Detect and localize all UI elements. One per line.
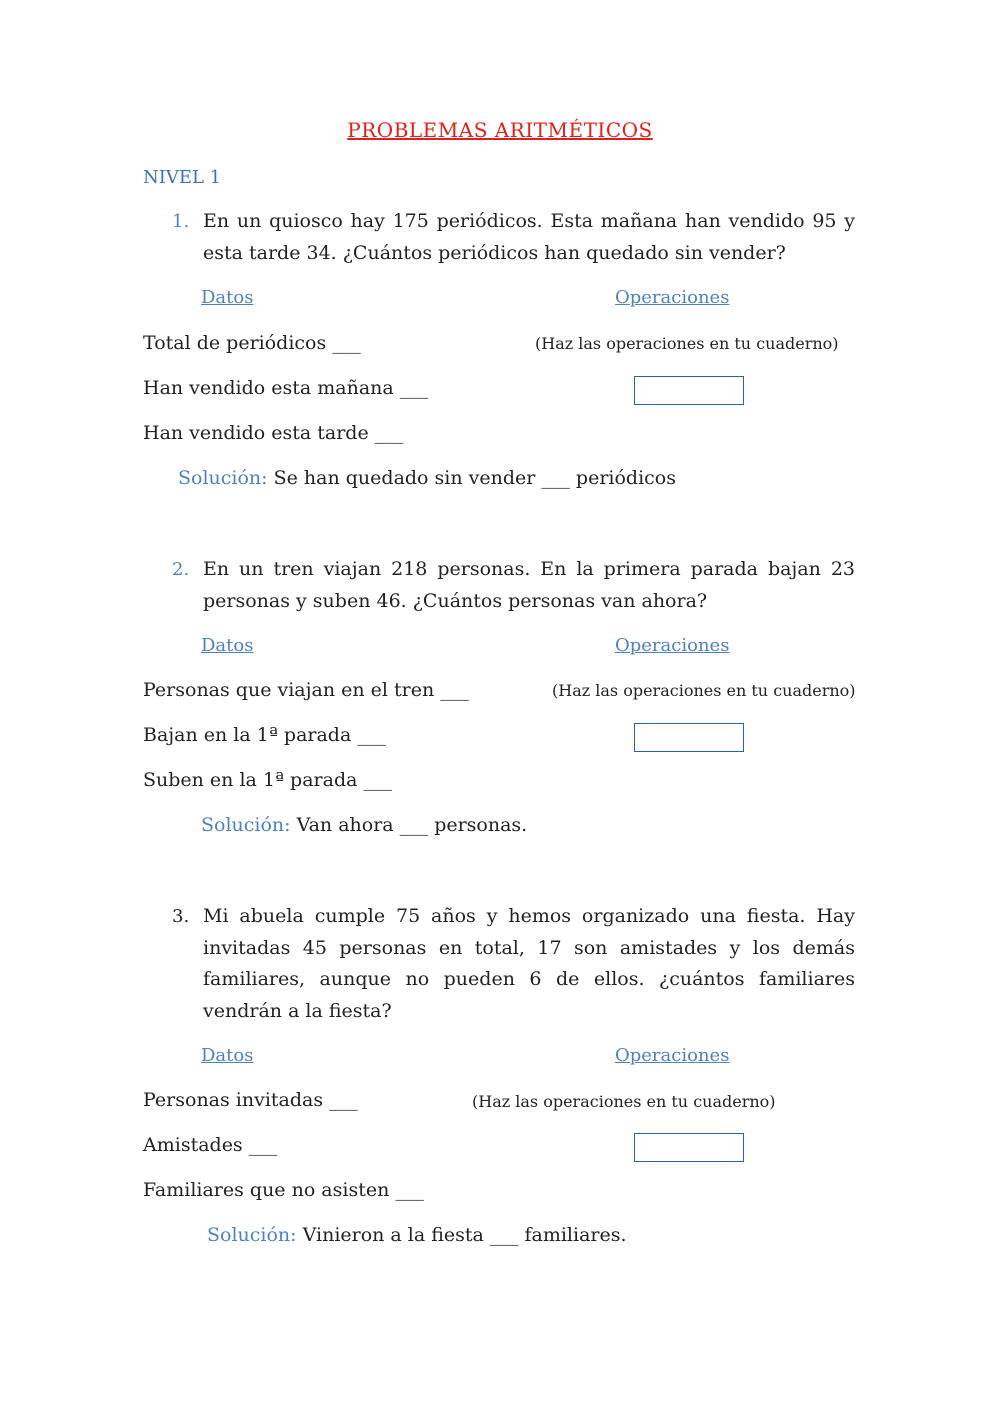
data-line: Familiares que no asisten ___ bbox=[143, 1179, 424, 1201]
data-line: Personas que viajan en el tren ___ bbox=[143, 679, 469, 701]
operations-note: (Haz las operaciones en tu cuaderno) bbox=[535, 334, 839, 353]
solution-label: Solución: bbox=[207, 1224, 297, 1246]
solution-text: Vinieron a la fiesta ___ familiares. bbox=[296, 1224, 627, 1246]
problem-statement: Mi abuela cumple 75 años y hemos organizado una fiesta. Hay invitadas 45 personas en total, 17 son amistades y los demás familiares, aunque no pueden 6 de ellos. ¿cuántos familiares vendrán a la fiesta? bbox=[203, 905, 855, 1022]
operaciones-heading: Operaciones bbox=[615, 635, 730, 656]
datos-heading: Datos bbox=[201, 635, 254, 656]
data-line: Han vendido esta mañana ___ bbox=[143, 377, 429, 399]
datos-heading: Datos bbox=[201, 1045, 254, 1066]
answer-box[interactable] bbox=[634, 376, 744, 405]
operaciones-heading: Operaciones bbox=[615, 1045, 730, 1066]
problem-statement: En un tren viajan 218 personas. En la primera parada bajan 23 personas y suben 46. ¿Cuántos personas van ahora? bbox=[203, 558, 855, 612]
operations-note: (Haz las operaciones en tu cuaderno) bbox=[472, 1092, 776, 1111]
page-title: PROBLEMAS ARITMÉTICOS bbox=[347, 118, 653, 142]
data-line: Personas invitadas ___ bbox=[143, 1089, 358, 1111]
operaciones-heading: Operaciones bbox=[615, 287, 730, 308]
problem-statement: En un quiosco hay 175 periódicos. Esta mañana han vendido 95 y esta tarde 34. ¿Cuántos periódicos han quedado sin vender? bbox=[203, 210, 855, 264]
solution-line bbox=[178, 467, 676, 489]
problem-number: 1. bbox=[172, 211, 190, 232]
solution-text: Se han quedado sin vender ___ periódicos bbox=[267, 467, 676, 489]
data-line: Amistades ___ bbox=[143, 1134, 278, 1156]
solution-label: Solución: bbox=[201, 814, 291, 836]
answer-box[interactable] bbox=[634, 723, 744, 752]
operations-note: (Haz las operaciones en tu cuaderno) bbox=[552, 681, 856, 700]
solution-line bbox=[207, 1224, 627, 1246]
data-line: Total de periódicos ___ bbox=[143, 332, 361, 354]
problem-number: 2. bbox=[172, 559, 190, 580]
problem-number: 3. bbox=[172, 906, 190, 927]
datos-heading: Datos bbox=[201, 287, 254, 308]
solution-line bbox=[201, 814, 527, 836]
solution-label: Solución: bbox=[178, 467, 268, 489]
data-line: Bajan en la 1ª parada ___ bbox=[143, 724, 386, 746]
data-line: Suben en la 1ª parada ___ bbox=[143, 769, 392, 791]
data-line: Han vendido esta tarde ___ bbox=[143, 422, 404, 444]
answer-box[interactable] bbox=[634, 1133, 744, 1162]
level-heading: NIVEL 1 bbox=[143, 167, 222, 188]
solution-text: Van ahora ___ personas. bbox=[290, 814, 528, 836]
